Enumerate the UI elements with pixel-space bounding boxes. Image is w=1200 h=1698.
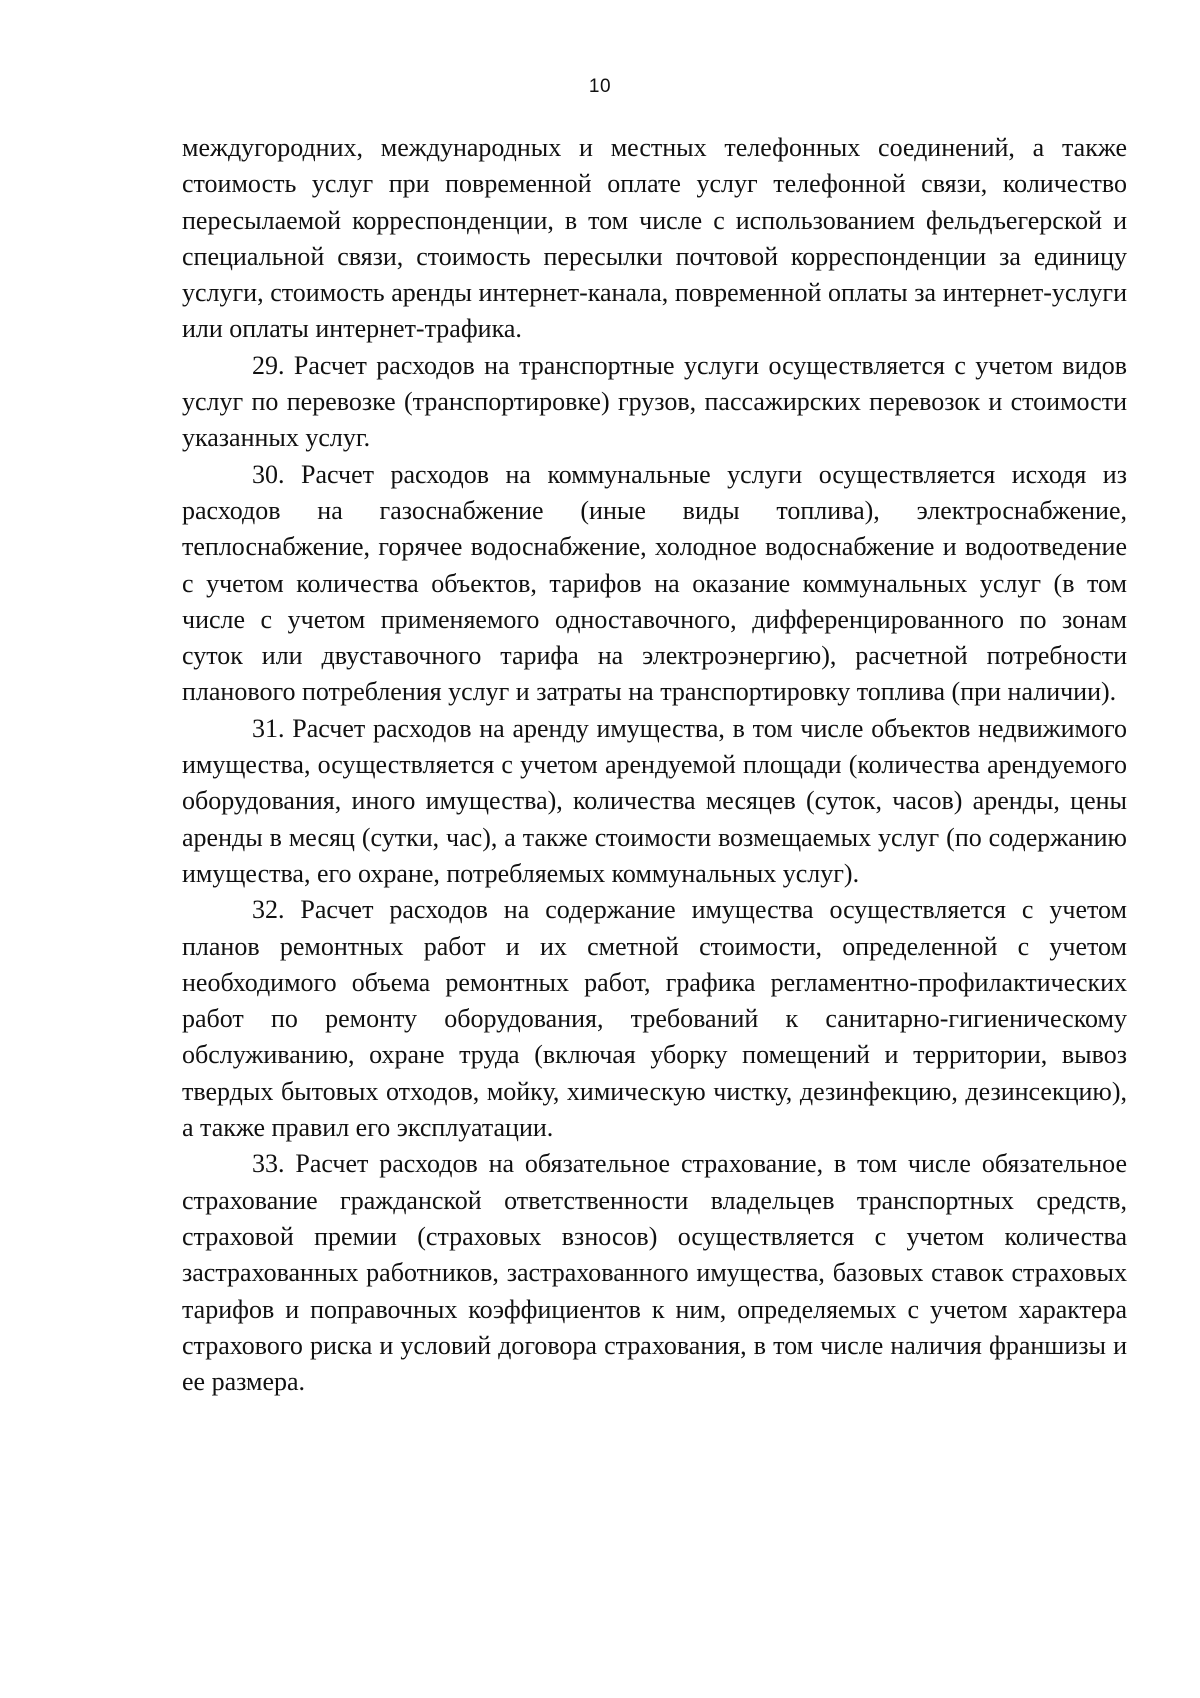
paragraph-item-32: 32. Расчет расходов на содержание имущества осуществляется с учетом планов ремонтных работ и их сметной стоимости, определенной с учетом необходимого объема ремонтных работ, графика регламентно-профилактических работ по ремонту оборудования, требований к санитарно-гигиеническому обслуживанию, охране труда (включая уборку помещений и территории, вывоз твердых бытовых отходов, мойку, химическую чистку, дезинфекцию, дезинсекцию), а также правил его эксплуатации. [182,895,1127,1143]
paragraph-item-29: 29. Расчет расходов на транспортные услуги осуществляется с учетом видов услуг по перевозке (транспортировке) грузов, пассажирских перевозок и стоимости указанных услуг. [182,350,1127,453]
paragraph-continuation: междугородних, международных и местных телефонных соединений, а также стоимость услуг при повременной оплате услуг телефонной связи, количество пересылаемой корреспонденции, в том числе с использованием фельдъегерской и специальной связи, стоимость пересылки почтовой корреспонденции за единицу услуги, стоимость аренды интернет-канала, повременной оплаты за интернет-услуги или оплаты интернет-трафика. [182,133,1127,344]
paragraph-item-31: 31. Расчет расходов на аренду имущества, в том числе объектов недвижимого имущества, осуществляется с учетом арендуемой площади (количества арендуемого оборудования, иного имущества), количества месяцев (суток, часов) аренды, цены аренды в месяц (сутки, час), а также стоимости возмещаемых услуг (по содержанию имущества, его охране, потребляемых коммунальных услуг). [182,713,1127,888]
paragraph-item-30: 30. Расчет расходов на коммунальные услуги осуществляется исходя из расходов на газоснабжение (иные виды топлива), электроснабжение, теплоснабжение, горячее водоснабжение, холодное водоснабжение и водоотведение с учетом количества объектов, тарифов на оказание коммунальных услуг (в том числе с учетом применяемого одноставочного, дифференцированного по зонам суток или двуставочного тарифа на электроэнергию), расчетной потребности планового потребления услуг и затраты на транспортировку топлива (при наличии). [182,459,1127,707]
paragraph-item-33: 33. Расчет расходов на обязательное страхование, в том числе обязательное страхование гражданской ответственности владельцев транспортных средств, страховой премии (страховых взносов) осуществляется с учетом количества застрахованных работников, застрахованного имущества, базовых ставок страховых тарифов и поправочных коэффициентов к ним, определяемых с учетом характера страхового риска и условий договора страхования, в том числе наличия франшизы и ее размера. [182,1149,1127,1397]
document-body [182,130,1127,1400]
page-number: 10 [588,76,612,97]
